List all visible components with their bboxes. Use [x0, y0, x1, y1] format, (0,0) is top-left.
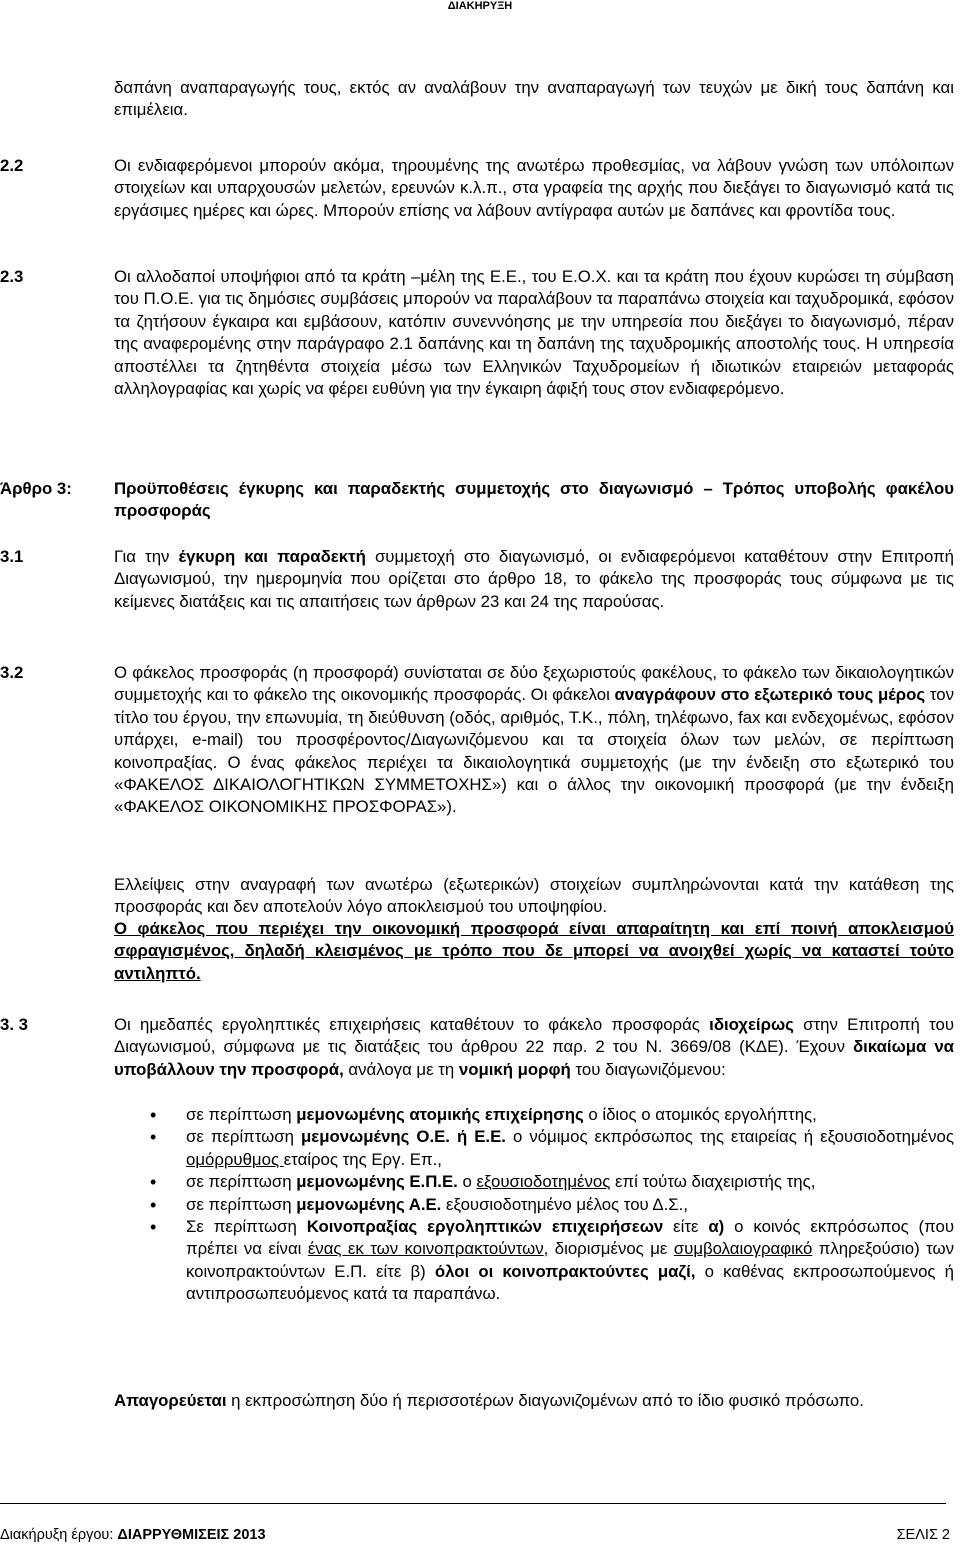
list-item	[114, 1194, 954, 1216]
list-item	[114, 1126, 954, 1171]
text-run: σε περίπτωση	[186, 1194, 297, 1214]
text-run: στην Επιτροπή του Διαγωνισμού, σύμφωνα με τις διατάξεις του άρθρου 22 παρ. 2 του Ν. 3669/08 (ΚΔΕ). Έχουν	[114, 1015, 954, 1057]
bold-run: νομική μορφή	[458, 1059, 571, 1079]
text-run: του διαγωνιζόμενου:	[570, 1059, 726, 1079]
text-run: σε περίπτωση	[186, 1127, 301, 1147]
bold-run: α)	[708, 1217, 725, 1237]
continuation-paragraph: δαπάνη αναπαραγωγής τους, εκτός αν αναλάβουν την αναπαραγωγή των τευχών με δική τους δαπάνη και επιμέλεια.	[114, 78, 954, 120]
text-run: σε περίπτωση	[186, 1172, 297, 1192]
text-run: Σε περίπτωση	[186, 1217, 307, 1237]
section-2-3-text: Οι αλλοδαποί υποψήφιοι από τα κράτη –μέλη της Ε.Ε., του Ε.Ο.Χ. και τα κράτη που έχουν κυρώσει τη σύμβαση του Π.Ο.Ε. για τις δημόσιες συμβάσεις μπορούν να παραλάβουν τα παραπάνω στοιχεία και ταχυδρομικά, εφόσον τα ζητήσουν έγκαιρα και εμβάσουν, κατόπιν συνεννόησης με την υπηρεσία που διεξάγει το διαγωνισμό, πέραν της αναφερομένης στην παράγραφο 2.1 δαπάνης και τη δαπάνη της ταχυδρομικής αποστολής τους. Η υπηρεσία αποστέλλει τα ζητηθέντα στοιχεία μέσω των Ελληνικών Ταχυδρομείων ή ιδιωτικών εταιρειών μεταφοράς αλληλογραφίας και χωρίς να φέρει ευθύνη για την έγκαιρη άφιξή τους στον ενδιαφερόμενο.	[114, 267, 954, 399]
section-number-2-2: 2.2	[0, 156, 24, 175]
list-item	[114, 1171, 954, 1193]
bold-run: μεμονωμένης Ε.Π.Ε.	[296, 1172, 458, 1192]
section-3-2-omissions: Ελλείψεις στην αναγραφή των ανωτέρω (εξωτερικών) στοιχείων συμπληρώνονται κατά την κατάθεση της προσφοράς και δεν αποτελούν λόγο αποκλεισμού του υποψηφίου.	[114, 875, 954, 917]
section-number-3-1: 3.1	[0, 547, 24, 566]
text-run: η εκπροσώπηση δύο ή περισσοτέρων διαγωνιζομένων από το ίδιο φυσικό πρόσωπο.	[226, 1391, 864, 1410]
bold-run: μεμονωμένης ατομικής επιχείρησης	[296, 1105, 584, 1124]
article-label: Άρθρο 3:	[0, 479, 72, 498]
footer-divider	[0, 1503, 946, 1504]
article-title: Προϋποθέσεις έγκυρης και παραδεκτής συμμετοχής στο διαγωνισμό – Τρόπος υποβολής φακέλου προσφοράς	[114, 479, 954, 521]
header-title: ΔΙΑΚΗΡΥΞΗ	[447, 0, 513, 12]
text-run: ανάλογα με τη	[343, 1059, 459, 1079]
footer-project-name: ΔΙΑΡΡΥΘΜΙΣΕΙΣ 2013	[117, 1527, 266, 1543]
representation-prohibition	[114, 1390, 954, 1412]
list-item	[114, 1216, 954, 1306]
footer-project	[0, 1526, 266, 1544]
section-number-2-3: 2.3	[0, 267, 24, 286]
bold-run: μεμονωμένης Α.Ε.	[296, 1194, 442, 1214]
underlined-run: εξουσιοδοτημένος	[476, 1172, 611, 1192]
bold-run: όλοι οι κοινοπρακτούντες μαζί,	[434, 1261, 696, 1281]
page-number: ΣΕΛΙΣ 2	[896, 1527, 950, 1543]
underlined-run: συμβολαιογραφικό	[673, 1239, 813, 1259]
text-run: ο ίδιος ο ατομικός εργολήπτης,	[583, 1105, 817, 1124]
underlined-run: ομόρρυθμος	[186, 1149, 284, 1169]
section-3-2-sealed-envelope-note: Ο φάκελος που περιέχει την οικονομική προσφορά είναι απαραίτητη και επί ποινή αποκλεισμού σφραγισμένος, δηλαδή κλεισμένος με τρόπο που δε μπορεί να ανοιχθεί χωρίς να καταστεί τούτο αντιληπτό.	[114, 919, 954, 983]
text-run: σε περίπτωση	[186, 1105, 297, 1124]
text-run: ο	[457, 1172, 477, 1192]
bold-run: έγκυρη και παραδεκτή	[178, 547, 366, 566]
section-3-3-text	[114, 1014, 954, 1081]
page-header	[0, 0, 960, 13]
bold-run: Απαγορεύεται	[114, 1391, 227, 1410]
text-run: επί τούτω διαχειριστής της,	[610, 1172, 816, 1192]
section-2-2-text: Οι ενδιαφερόμενοι μπορούν ακόμα, τηρουμένης της ανωτέρω προθεσμίας, να λάβουν γνώση των υπόλοιπων στοιχείων και υπαρχουσών μελετών, ερευνών κ.λ.π., στα γραφεία της αρχής που διεξάγει το διαγωνισμό κατά τις εργάσιμες ημέρες και ώρες. Μπορούν επίσης να λάβουν αντίγραφα αυτών με δαπάνες και φροντίδα τους.	[114, 156, 954, 220]
section-3-2-text	[114, 662, 954, 819]
bold-run: μεμονωμένης Ο.Ε. ή Ε.Ε.	[300, 1127, 506, 1147]
text-run: ο νόμιμος εκπρόσωπος της εταιρείας ή εξουσιοδοτημένος	[505, 1127, 954, 1147]
bold-run: δικαίωμα να υποβάλλουν την προσφορά,	[114, 1037, 954, 1079]
text-run: ο καθένας εκπροσωπούμενος ή αντιπροσωπευόμενος κατά τα παραπάνω.	[186, 1261, 954, 1304]
text-run: Για την	[114, 547, 179, 566]
text-run: Οι ημεδαπές εργοληπτικές επιχειρήσεις καταθέτουν το φάκελο προσφοράς	[114, 1015, 710, 1034]
bold-run: ιδιοχείρως	[709, 1015, 794, 1034]
text-run: , διορισμένος με	[543, 1239, 674, 1259]
legal-form-list	[114, 1104, 954, 1306]
text-run: τον τίτλο του έργου, την επωνυμία, τη διεύθυνση (οδός, αριθμός, Τ.Κ., πόλη, τηλέφωνο, fax και ενδεχομένως, εφόσον υπάρχει, e-mail) του προσφέροντος/Διαγωνιζόμενου και τα στοιχεία όλων των μελών, σε περίπτωση κοινοπραξίας. Ο ένας φάκελος περιέχει τα δικαιολογητικά συμμετοχής (με την ένδειξη στο εξωτερικό του «ΦΑΚΕΛΟΣ ΔΙΚΑΙΟΛΟΓΗΤΙΚΩΝ ΣΥΜΜΕΤΟΧΗΣ») και ο άλλος την οικονομική προσφορά (με την ένδειξη «ΦΑΚΕΛΟΣ ΟΙΚΟΝΟΜΙΚΗΣ ΠΡΟΣΦΟΡΑΣ»).	[114, 685, 954, 817]
list-item	[114, 1104, 954, 1126]
text-run: Ο φάκελος προσφοράς (η προσφορά) συνίσταται σε δύο ξεχωριστούς φακέλους, το φάκελο των δικαιολογητικών συμμετοχής και το φάκελο της οικονομικής προσφοράς. Οι φάκελοι	[114, 663, 954, 705]
footer-prefix: Διακήρυξη έργου:	[0, 1527, 118, 1543]
text-run: πληρεξούσιο) των κοινοπρακτούντων Ε.Π. είτε β)	[186, 1239, 954, 1281]
section-number-3-3: 3. 3	[0, 1015, 28, 1034]
section-number-3-2: 3.2	[0, 663, 24, 682]
text-run: συμμετοχή στο διαγωνισμό, οι ενδιαφερόμενοι καταθέτουν στην Επιτροπή Διαγωνισμού, την ημερομηνία που ορίζεται στο άρθρο 18, το φάκελο της προσφοράς τους σύμφωνα με τις κείμενες διατάξεις και τις απαιτήσεις των άρθρων 23 και 24 της παρούσας.	[114, 547, 954, 611]
section-3-1-text	[114, 546, 954, 613]
text-run: ο κοινός εκπρόσωπος (που πρέπει να είναι	[186, 1217, 954, 1259]
text-run: εξουσιοδοτημένο μέλος του Δ.Σ.,	[441, 1194, 689, 1214]
text-run: εταίρος της Εργ. Επ.,	[283, 1149, 442, 1169]
text-run: είτε	[663, 1217, 709, 1237]
bold-run: αναγράφουν στο εξωτερικό τους μέρος	[614, 685, 926, 705]
underlined-run: ένας εκ των κοινοπρακτούντων	[307, 1239, 544, 1259]
bold-run: Κοινοπραξίας εργοληπτικών επιχειρήσεων	[306, 1217, 664, 1237]
